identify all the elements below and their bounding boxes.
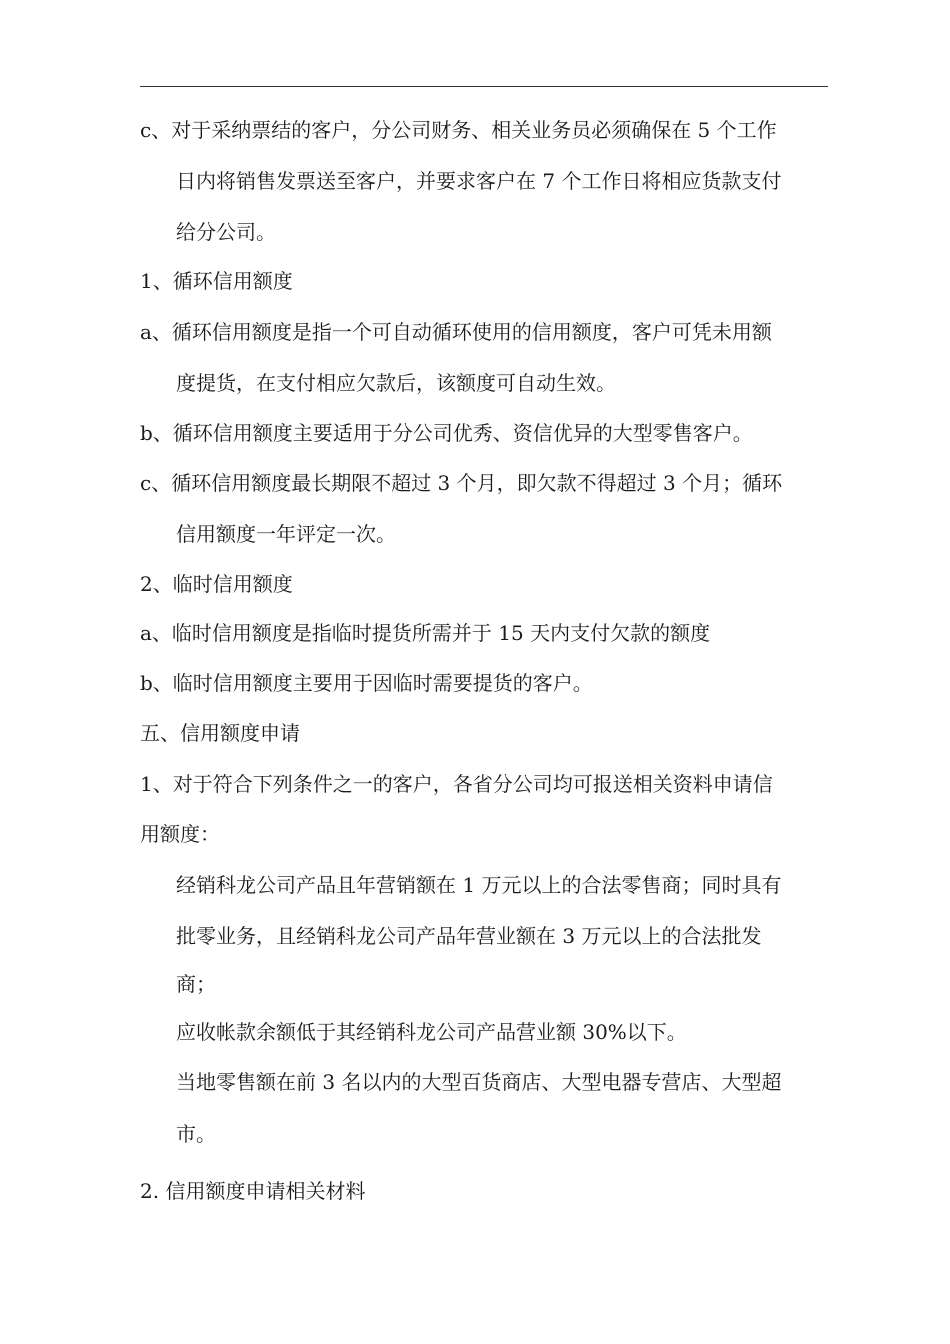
heading-revolving-credit: 1、循环信用额度 [140, 269, 293, 293]
temporary-b-line-1: b、临时信用额度主要用于因临时需要提货的客户。 [140, 671, 593, 695]
revolving-c-line-1: c、循环信用额度最长期限不超过 3 个月，即欠款不得超过 3 个月；循环 [140, 471, 783, 495]
para-c-line-2: 日内将销售发票送至客户，并要求客户在 7 个工作日将相应货款支付 [176, 169, 782, 193]
revolving-c-line-2: 信用额度一年评定一次。 [176, 522, 396, 546]
condition-3-line-1: 当地零售额在前 3 名以内的大型百货商店、大型电器专营店、大型超 [176, 1070, 782, 1094]
revolving-b-line-1: b、循环信用额度主要适用于分公司优秀、资信优异的大型零售客户。 [140, 421, 753, 445]
heading-temporary-credit: 2、临时信用额度 [140, 572, 293, 596]
application-para-line-2: 用额度： [140, 822, 220, 846]
header-rule [140, 86, 828, 87]
condition-1-line-2: 批零业务，且经销科龙公司产品年营业额在 3 万元以上的合法批发 [176, 924, 762, 948]
temporary-a-line-1: a、临时信用额度是指临时提货所需并于 15 天内支付欠款的额度 [140, 621, 711, 645]
revolving-a-line-2: 度提货，在支付相应欠款后，该额度可自动生效。 [176, 371, 616, 395]
para-c-line-3: 给分公司。 [176, 220, 276, 244]
para-c-line-1: c、对于采纳票结的客户，分公司财务、相关业务员必须确保在 5 个工作 [140, 118, 777, 142]
heading-section-five: 五、信用额度申请 [140, 721, 300, 745]
application-para-line-1: 1、对于符合下列条件之一的客户，各省分公司均可报送相关资料申请信 [140, 772, 773, 796]
condition-1-line-3: 商； [176, 972, 216, 996]
condition-2-line-1: 应收帐款余额低于其经销科龙公司产品营业额 30%以下。 [176, 1020, 687, 1044]
condition-1-line-1: 经销科龙公司产品且年营销额在 1 万元以上的合法零售商；同时具有 [176, 873, 782, 897]
condition-3-line-2: 市。 [176, 1122, 216, 1146]
heading-application-materials: 2. 信用额度申请相关材料 [140, 1179, 366, 1203]
revolving-a-line-1: a、循环信用额度是指一个可自动循环使用的信用额度，客户可凭未用额 [140, 320, 772, 344]
